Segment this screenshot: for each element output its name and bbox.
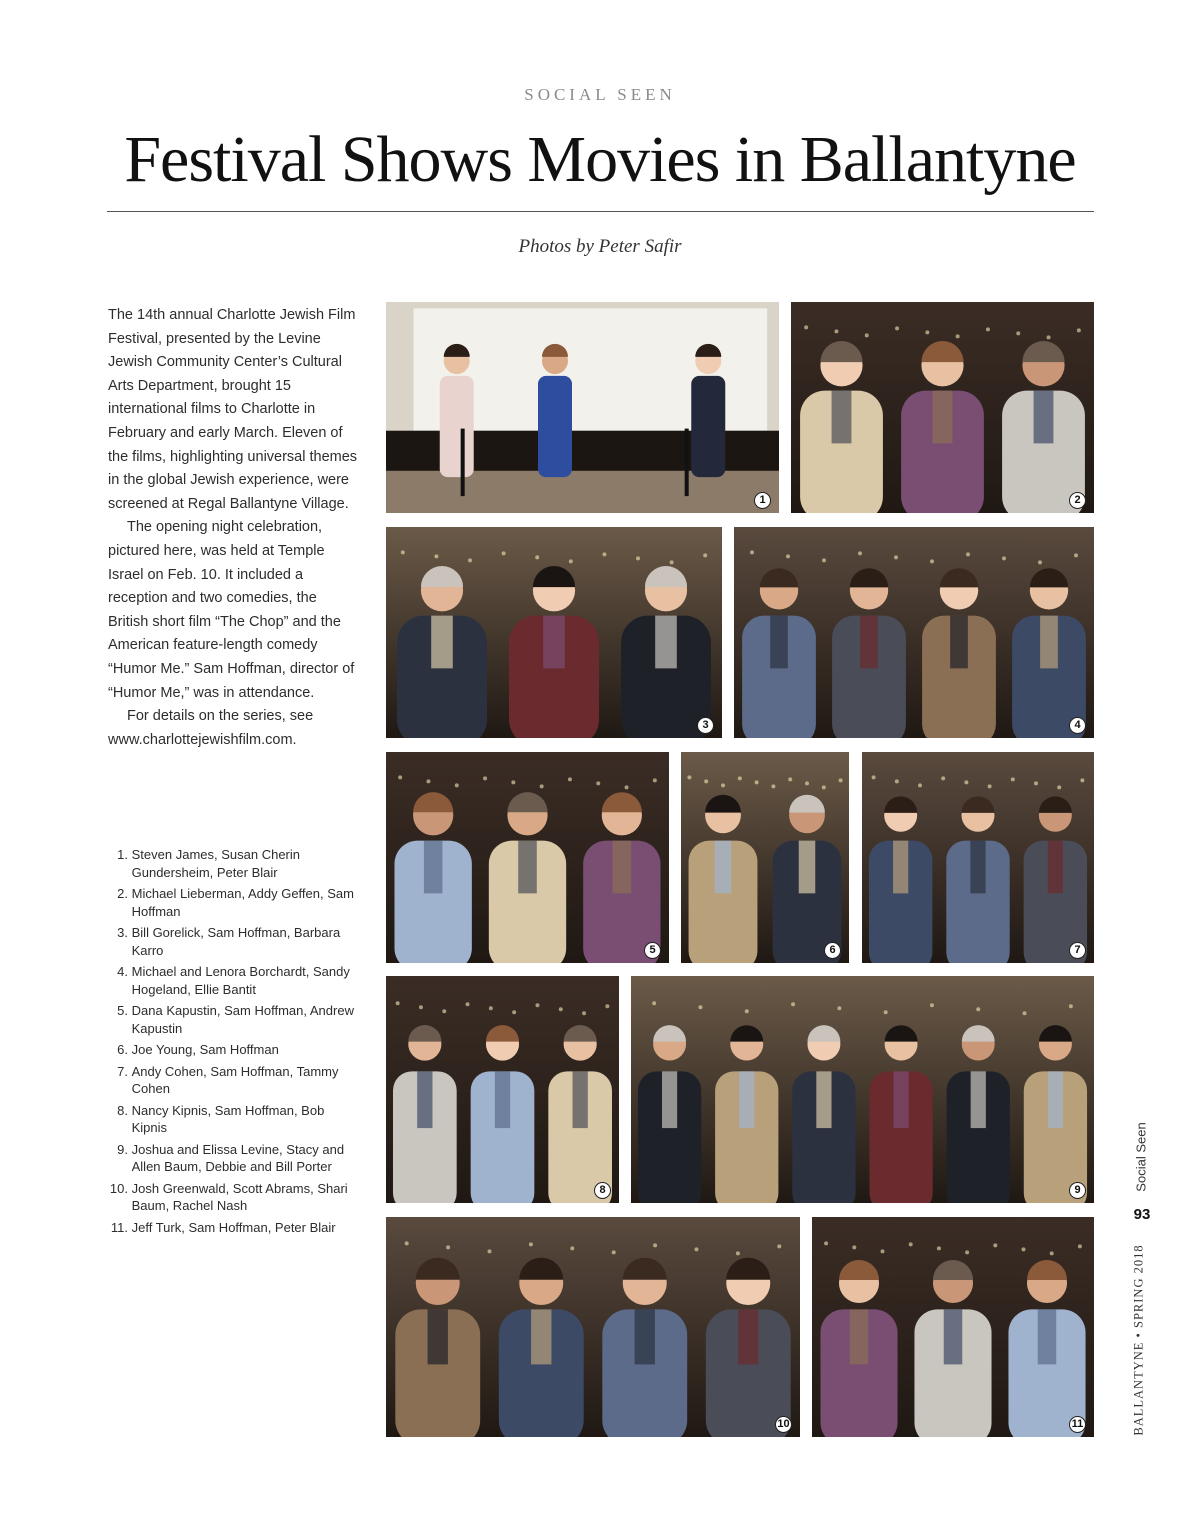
caption-number: 7. — [117, 1063, 128, 1079]
photo-illustration — [386, 527, 722, 738]
caption-item — [108, 963, 358, 998]
photo-11 — [812, 1217, 1094, 1437]
photo-number-badge: 11 — [1069, 1416, 1086, 1433]
caption-text: Joshua and Elissa Levine, Stacy and Allen Baum, Debbie and Bill Porter — [131, 1141, 345, 1174]
caption-number: 8. — [117, 1102, 128, 1118]
photo-number-badge: 3 — [697, 717, 714, 734]
photo-number-badge: 7 — [1069, 942, 1086, 959]
caption-text: Josh Greenwald, Scott Abrams, Shari Baum, Rachel Nash — [131, 1180, 348, 1213]
page-title: Festival Shows Movies in Ballantyne — [124, 123, 1076, 196]
caption-text: Jeff Turk, Sam Hoffman, Peter Blair — [131, 1219, 336, 1235]
photo-number-badge: 9 — [1069, 1182, 1086, 1199]
photo-4 — [734, 527, 1094, 738]
sidebar-section-label: Social Seen — [1133, 1122, 1149, 1192]
photo-7 — [862, 752, 1094, 963]
photo-illustration — [791, 302, 1094, 513]
photo-9 — [631, 976, 1094, 1203]
caption-text: Steven James, Susan Cherin Gundersheim, Peter Blair — [131, 847, 300, 880]
photo-illustration — [631, 976, 1094, 1203]
photo-illustration — [386, 752, 669, 963]
section-kicker: SOCIAL SEEN — [524, 85, 676, 104]
caption-item — [108, 846, 358, 881]
photo-illustration — [386, 1217, 800, 1437]
caption-item — [108, 1041, 358, 1059]
caption-item — [108, 1063, 358, 1098]
photo-number-badge: 6 — [824, 942, 841, 959]
caption-text: Joe Young, Sam Hoffman — [131, 1042, 279, 1057]
photo-captions — [108, 846, 358, 1240]
caption-item — [108, 1180, 358, 1215]
article-paragraph: The 14th annual Charlotte Jewish Film Festival, presented by the Levine Jewish Community Center’s Cultural Arts Department, brought 15 international films to Charlotte in February and early March. Eleven of the films, highlighting universal themes in the global Jewish experience, were screened at Regal Ballantyne Village. — [108, 307, 358, 512]
photo-number-badge: 5 — [644, 942, 661, 959]
photo-8 — [386, 976, 619, 1203]
caption-text: Michael and Lenora Borchardt, Sandy Hogeland, Ellie Bantit — [131, 964, 350, 997]
photo-credit: Photos by Peter Safir — [518, 236, 682, 257]
article-body — [108, 304, 360, 752]
caption-number: 1. — [117, 847, 128, 862]
photo-10 — [386, 1217, 800, 1437]
photo-illustration — [862, 752, 1094, 963]
photo-number-badge: 4 — [1069, 717, 1086, 734]
caption-item — [108, 924, 358, 959]
article-paragraph: For details on the series, see www.charlottejewishfilm.com. — [108, 708, 314, 748]
photo-5 — [386, 752, 669, 963]
sidebar-magazine-issue: BALLANTYNE • SPRING 2018 — [1131, 1244, 1146, 1436]
photo-number-badge: 1 — [754, 492, 771, 509]
caption-number: 11. — [110, 1219, 128, 1235]
caption-item — [108, 1102, 358, 1137]
photo-number-badge: 8 — [594, 1182, 611, 1199]
photo-1 — [386, 302, 779, 513]
photo-illustration — [386, 976, 619, 1203]
caption-item — [108, 1002, 358, 1037]
caption-number: 10. — [109, 1180, 128, 1196]
caption-text: Nancy Kipnis, Sam Hoffman, Bob Kipnis — [131, 1102, 325, 1135]
caption-number: 2. — [117, 886, 128, 901]
photo-illustration — [681, 752, 849, 963]
photo-3 — [386, 527, 722, 738]
title-rule — [107, 211, 1094, 212]
caption-text: Michael Lieberman, Addy Geffen, Sam Hoffman — [131, 886, 354, 919]
photo-illustration — [386, 302, 779, 513]
caption-number: 5. — [117, 1003, 128, 1018]
photo-illustration — [812, 1217, 1094, 1437]
photo-2 — [791, 302, 1094, 513]
photo-number-badge: 2 — [1069, 492, 1086, 509]
photo-6 — [681, 752, 849, 963]
photo-number-badge: 10 — [775, 1416, 792, 1433]
caption-text: Dana Kapustin, Sam Hoffman, Andrew Kapustin — [131, 1003, 354, 1036]
caption-text: Bill Gorelick, Sam Hoffman, Barbara Karro — [131, 925, 341, 958]
caption-number: 4. — [117, 964, 128, 979]
photo-illustration — [734, 527, 1094, 738]
page-number: 93 — [1133, 1206, 1151, 1223]
article-paragraph: The opening night celebration, pictured here, was held at Temple Israel on Feb. 10. It included a reception and two comedies, the British short film “The Chop” and the American feature-length comedy “Humor Me.” Sam Hoffman, director of “Humor Me,” was in attendance. — [108, 519, 355, 701]
caption-text: Andy Cohen, Sam Hoffman, Tammy Cohen — [131, 1063, 339, 1096]
caption-item — [108, 1219, 358, 1237]
caption-item — [108, 885, 358, 920]
caption-number: 3. — [117, 925, 128, 940]
caption-number: 9. — [117, 1141, 128, 1157]
caption-item — [108, 1141, 358, 1176]
caption-number: 6. — [117, 1042, 128, 1057]
